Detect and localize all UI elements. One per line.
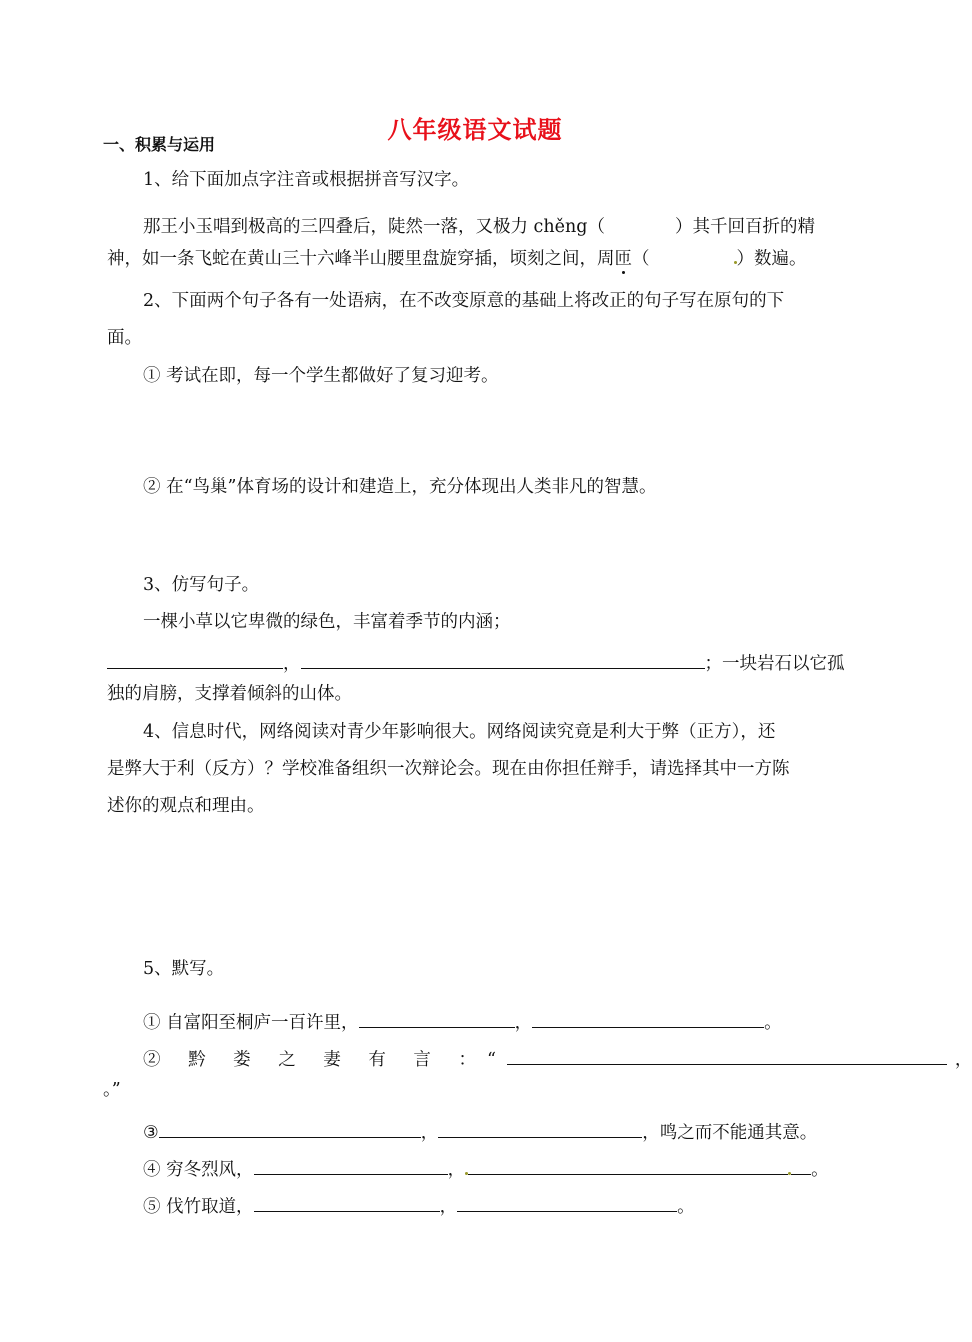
q1-line1	[143, 219, 815, 237]
q5-item-1-text: ① 自富阳至桐庐一百许里，	[143, 1013, 359, 1033]
q2-prompt-line1: 2、下面两个句子各有一处语病，在不改变原意的基础上将改正的句子写在原句的下	[143, 291, 785, 311]
answer-blank[interactable]	[532, 1010, 764, 1028]
q5-item-1-comma: ，	[514, 1013, 533, 1033]
q5-item-5-end: 。	[677, 1197, 695, 1217]
q5-item-4-end: 。	[811, 1160, 829, 1180]
q2-sentence-1: ① 考试在即，每一个学生都做好了复习迎考。	[143, 366, 499, 386]
answer-blank[interactable]	[438, 1120, 642, 1138]
q2-prompt-line2: 面。	[107, 328, 142, 348]
q3-tail-line: 独的肩膀，支撑着倾斜的山体。	[107, 684, 352, 704]
answer-blank[interactable]	[507, 1047, 947, 1065]
q5-item-3-comma: ，	[420, 1123, 439, 1143]
q1-line2-text: 神，如一条飞蛇在黄山三十六峰半山腰里盘旋穿插，顷刻之间，周	[107, 249, 615, 269]
q3-example: 一棵小草以它卑微的绿色，丰富着季节的内涵；	[143, 612, 511, 632]
q5-item-3-num: ③	[143, 1123, 159, 1143]
q1-prompt: 1、给下面加点字注音或根据拼音写汉字。	[143, 170, 470, 190]
answer-blank[interactable]	[107, 651, 283, 669]
q3-tail: ；一块岩石以它孤	[704, 654, 845, 674]
q3-prompt: 3、仿写句子。	[143, 575, 260, 595]
q5-item-5	[143, 1194, 695, 1217]
q3-comma: ，	[283, 654, 301, 674]
q5-item-5-text: ⑤ 伐竹取道，	[143, 1197, 254, 1217]
q5-item-3-tail: ，鸣之而不能通其意。	[642, 1123, 818, 1143]
q5-item-4-text: ④ 穷冬烈风，	[143, 1160, 254, 1180]
q5-item-5-comma: ，	[439, 1197, 458, 1217]
answer-blank[interactable]	[159, 1120, 421, 1138]
q4-line1: 4、信息时代，网络阅读对青少年影响很大。网络阅读究竟是利大于弊（正方），还	[143, 722, 776, 742]
q5-item-2-comma: ，	[954, 1050, 972, 1070]
answer-blank[interactable]	[457, 1194, 677, 1212]
q5-item-3	[143, 1120, 817, 1143]
q4-line2: 是弊大于利（反方）？学校准备组织一次辩论会。现在由你担任辩手，请选择其中一方陈	[107, 759, 790, 779]
q5-item-1-end: 。	[764, 1013, 782, 1033]
q1-line1-tail: ）其千回百折的精	[674, 217, 815, 237]
q4-line3: 述你的观点和理由。	[107, 796, 265, 816]
q5-item-2-end: 。”	[103, 1080, 121, 1100]
q1-line2-paren-open: （	[632, 249, 650, 269]
answer-blank[interactable]	[254, 1194, 440, 1212]
q5-item-4	[143, 1157, 829, 1180]
q3-fill-line	[107, 651, 845, 674]
q5-item-2-text: ② 黔 娄 之 妻 有 言 ：“	[143, 1050, 507, 1070]
q1-line2-tail: ）数遍。	[736, 249, 807, 269]
q5-item-2	[143, 1047, 972, 1070]
answer-blank[interactable]	[359, 1010, 515, 1028]
q5-item-1	[143, 1010, 782, 1033]
answer-blank[interactable]	[254, 1157, 448, 1175]
page-title: 八年级语文试题	[387, 116, 563, 144]
q5-prompt: 5、默写。	[143, 959, 225, 979]
answer-blank[interactable]	[468, 1157, 788, 1175]
q1-line1-text: 那王小玉唱到极高的三四叠后，陡然一落，又极力 chěng（	[143, 217, 605, 237]
q1-line2	[107, 251, 807, 269]
dotted-character: 匝	[614, 249, 632, 269]
q5-item-4-comma: ，	[447, 1160, 466, 1180]
q2-sentence-2: ② 在“鸟巢”体育场的设计和建造上，充分体现出人类非凡的智慧。	[143, 477, 657, 497]
section-heading: 一、积累与运用	[103, 135, 216, 154]
answer-blank[interactable]	[791, 1157, 811, 1175]
answer-blank[interactable]	[301, 651, 705, 669]
